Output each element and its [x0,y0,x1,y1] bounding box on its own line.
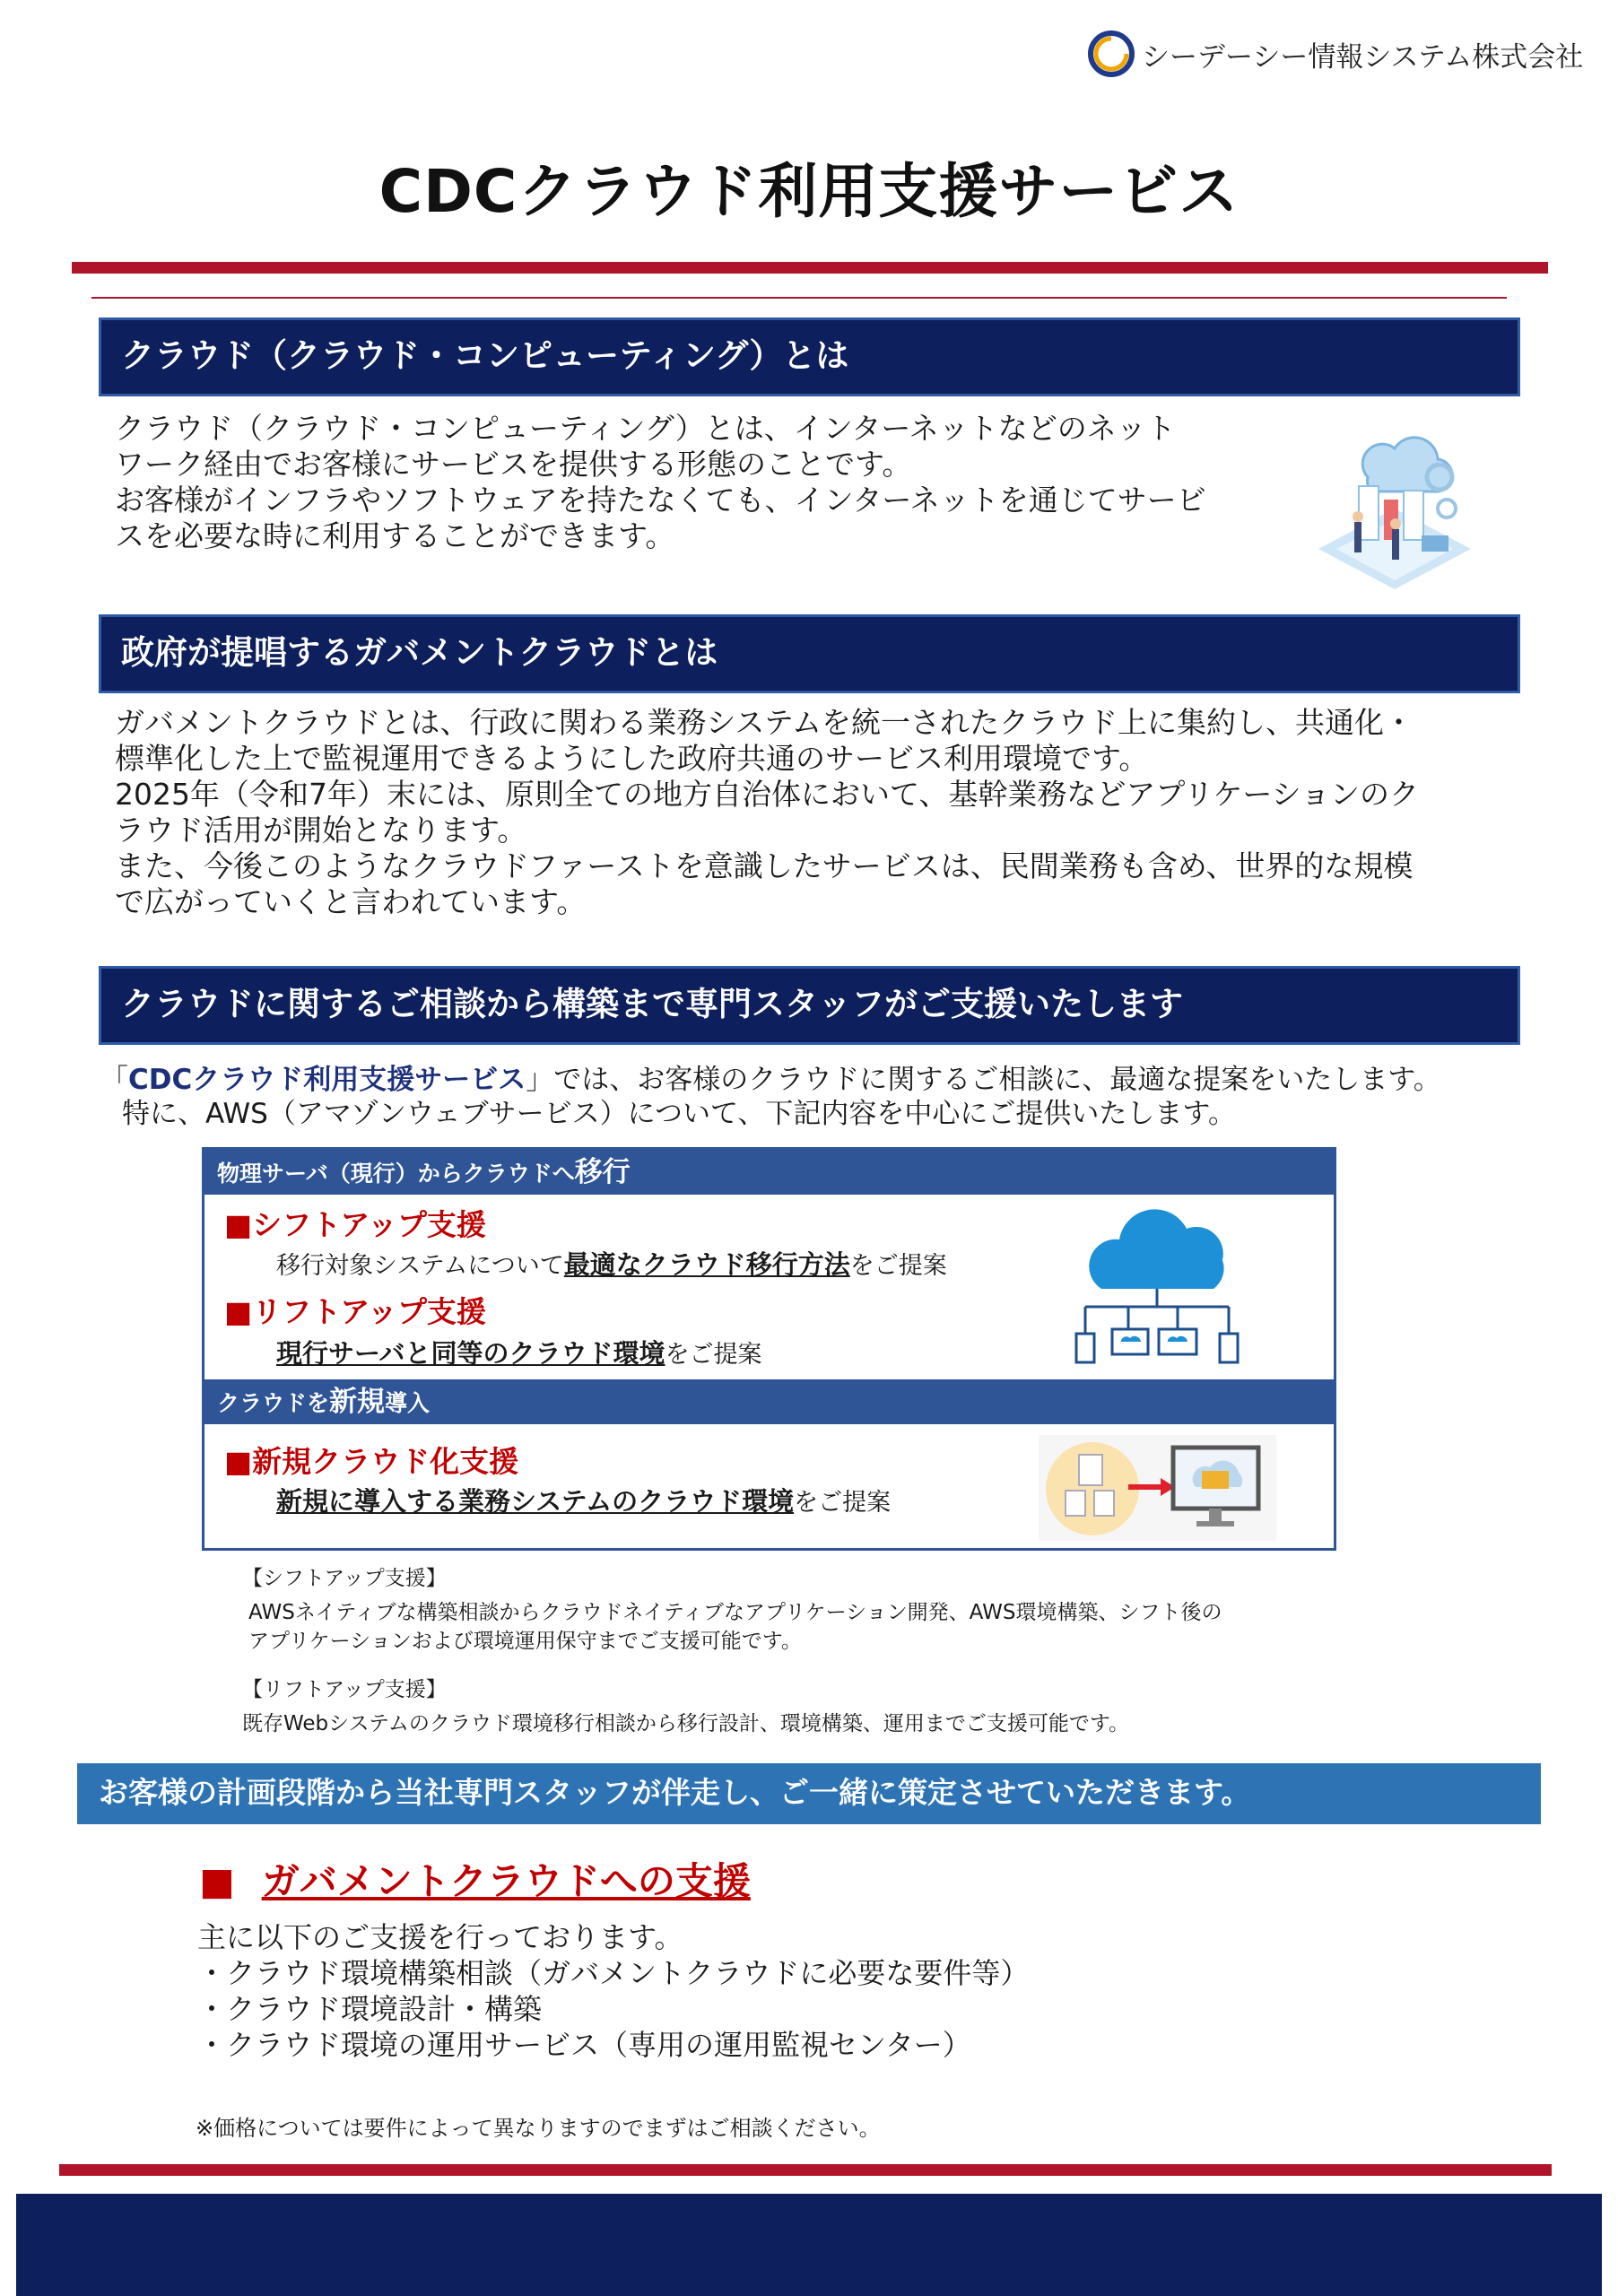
cloud-migration-icon [1039,1435,1276,1541]
section-heading-gov-cloud: 政府が提唱するガバメントクラウドとは [99,614,1520,693]
section-heading-cloud: クラウド（クラウド・コンピューティング）とは [99,317,1520,396]
page-title: CDCクラウド利用支援サービス [378,157,1240,226]
service-name-highlight: CDCクラウド利用支援サービス [128,1064,526,1096]
title-rule-thick [72,262,1548,274]
list-item: ・クラウド環境の運用サービス（専用の運用監視センター） [197,2028,971,2062]
body-line: 標準化した上で監視運用できるようにした政府共通のサービス利用環境です。 [115,741,1149,776]
body-line: 2025年（令和7年）末には、原則全ての地方自治体において、基幹業務などアプリケーションのク [115,777,1420,812]
service-intro [100,1063,1441,1131]
shift-up-desc: 移行対象システムについて最適なクラウド移行方法をご提案 [276,1249,947,1280]
list-item: 主に以下のご支援を行っております。 [197,1920,683,1954]
list-item: ・クラウド環境構築相談（ガバメントクラウドに必要な要件等） [197,1956,1030,1990]
body-line: ガバメントクラウドとは、行政に関わる業務システムを統一されたクラウド上に集約し、共通化・ [115,705,1414,740]
intro-line-2: 特に、AWS（アマゾンウェブサービス）について、下記内容を中心にご提供いたします。 [122,1098,1236,1130]
body-line: ラウド活用が開始となります。 [115,813,527,848]
gov-bullet: ■ [199,1859,235,1903]
body-line: お客様がインフラやソフトウェアを持たなくても、インターネットを通じてサービ [115,483,1206,517]
price-note: ※価格については要件によって異なりますのでまずはご相談ください。 [196,2116,881,2141]
service-box [202,1147,1336,1551]
note-line: AWSネイティブな構築相談からクラウドネイティブなアプリケーション開発、AWS環境構築、シフト後の [248,1601,1222,1624]
cloud-network-icon [1066,1204,1249,1370]
new-cloud-desc: 新規に導入する業務システムのクラウド環境をご提案 [276,1486,892,1517]
lift-up-note [242,1675,1129,1738]
body-line: スを必要な時に利用することができます。 [115,518,675,553]
company-logo [1088,30,1583,77]
section-heading-support: クラウドに関するご相談から構築まで専門スタッフがご支援いたします [99,966,1520,1045]
gov-support-list [197,1919,1029,2063]
new-introduction-bar: クラウドを新規導入 [204,1379,1334,1424]
title-rule-thin [91,297,1507,299]
lift-up-title: ■リフトアップ支援 [224,1294,486,1329]
footer-band [16,2194,1602,2296]
migration-bar: 物理サーバ（現行）からクラウドへ移行 [204,1150,1334,1195]
note-line: 既存Webシステムのクラウド環境移行相談から移行設計、環境構築、運用までご支援可能です。 [242,1712,1130,1735]
shift-up-note [242,1564,1222,1656]
new-cloud-title: ■新規クラウド化支援 [224,1444,519,1479]
cdc-logo-icon [1088,30,1135,77]
body-line: クラウド（クラウド・コンピューティング）とは、インターネットなどのネット [115,411,1176,446]
shift-up-title: ■シフトアップ支援 [224,1207,486,1242]
company-name: シーデーシー情報システム株式会社 [1142,40,1584,74]
note-line: アプリケーションおよび環境運用保守までご支援可能です。 [248,1630,802,1653]
body-line: で広がっていくと言われています。 [115,884,587,919]
note-heading: 【リフトアップ支援】 [242,1678,447,1701]
list-item: ・クラウド環境設計・構築 [197,1992,543,2026]
section-body-gov-cloud [115,705,1419,920]
footer-rule [59,2164,1552,2176]
section-body-cloud [115,411,1206,554]
gov-support-title: ■ ガバメントクラウドへの支援 [199,1859,751,1903]
body-line: ワーク経由でお客様にサービスを提供する形態のことです。 [115,447,912,482]
note-heading: 【シフトアップ支援】 [242,1567,447,1590]
body-line: また、今後このようなクラウドファーストを意識したサービスは、民間業務も含め、世界的な規模 [115,848,1414,883]
intro-line-1: 「CDCクラウド利用支援サービス」では、お客様のクラウドに関するご相談に、最適な提案をいたします。 [100,1064,1441,1096]
lift-up-desc: 現行サーバと同等のクラウド環境をご提案 [276,1338,762,1369]
cloud-computing-illustration [1305,414,1484,607]
planning-support-banner: お客様の計画段階から当社専門スタッフが伴走し、ご一緒に策定させていただきます。 [77,1763,1541,1824]
